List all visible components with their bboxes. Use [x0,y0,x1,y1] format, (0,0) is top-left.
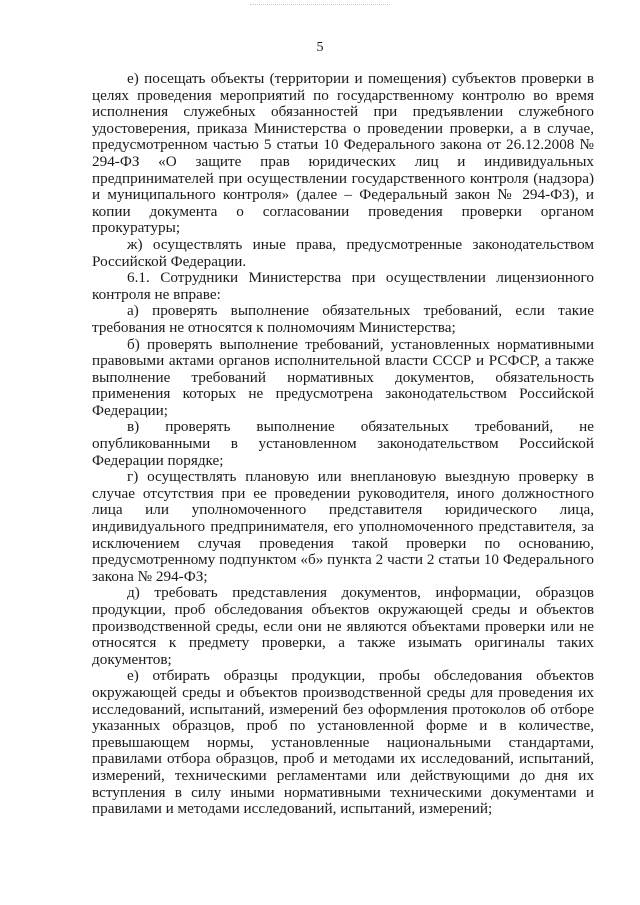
document-body [92,71,594,818]
paragraph-item-g: г) осуществлять плановую или внеплановую выездную проверку в случае отсутствия при ее проведении руководителя, иного должностного лица или уполномоченного представителя юридического лица, индивидуального предпринимателя, его уполномоченного представителя, за исключением случая проведения такой проверки по основанию, предусмотренному подпунктом «б» пункта 2 части 2 статьи 10 Федерального закона № 294-ФЗ; [92,468,594,585]
paragraph-item-d: д) требовать представления документов, информации, образцов продукции, проб обследования объектов окружающей среды и объектов производственной среды, если они не являются объектами проверки или не относятся к предмету проверки, а также изымать оригиналы таких документов; [92,584,594,668]
paragraph-item-zh-other-rights: ж) осуществлять иные права, предусмотренные законодательством Российской Федерации. [92,235,594,270]
paragraph-item-e-visit: е) посещать объекты (территории и помещения) субъектов проверки в целях проведения мероприятий по государственному контролю во время исполнения служебных обязанностей при предъявлении служебного удостоверения, приказа Министерства о проведении проверки, а в случае, предусмотренном частью 5 статьи 10 Федерального закона от 26.12.2008 № 294-ФЗ «О защите прав юридических лиц и индивидуальных предпринимателей при осуществлении государственного контроля (надзора) и муниципального контроля» (далее – Федеральный закон № 294-ФЗ), и копии документа о согласовании проведения проверки органом прокуратуры; [92,70,594,237]
paragraph-item-b: б) проверять выполнение требований, установленных нормативными правовыми актами органов исполнительной власти СССР и РСФСР, а также выполнение требований нормативных документов, обязательность применения которых не предусмотрена законодательством Российской Федерации; [92,335,594,419]
paragraph-item-v: в) проверять выполнение обязательных требований, не опубликованными в установленном законодательством Российской Федерации порядке; [92,418,594,469]
page-number: 5 [316,40,324,55]
paragraph-section-6-1: 6.1. Сотрудники Министерства при осуществлении лицензионного контроля не вправе: [92,269,594,303]
paragraph-item-e-samples: е) отбирать образцы продукции, пробы обследования объектов окружающей среды и объектов производственной среды для проведения их исследований, испытаний, измерений без оформления протоколов об отборе указанных образцов, проб по установленной форме и в количестве, превышающем нормы, установленные национальными стандартами, правилами отбора образцов, проб и методами их исследований, испытаний, измерений, техническими регламентами или действующими до дня их вступления в силу иными нормативными техническими документами и правилами и методами исследований, испытаний, измерений; [92,667,594,818]
scan-artifact [250,4,390,6]
paragraph-item-a: а) проверять выполнение обязательных требований, если такие требования не относятся к полномочиям Министерства; [92,302,594,336]
